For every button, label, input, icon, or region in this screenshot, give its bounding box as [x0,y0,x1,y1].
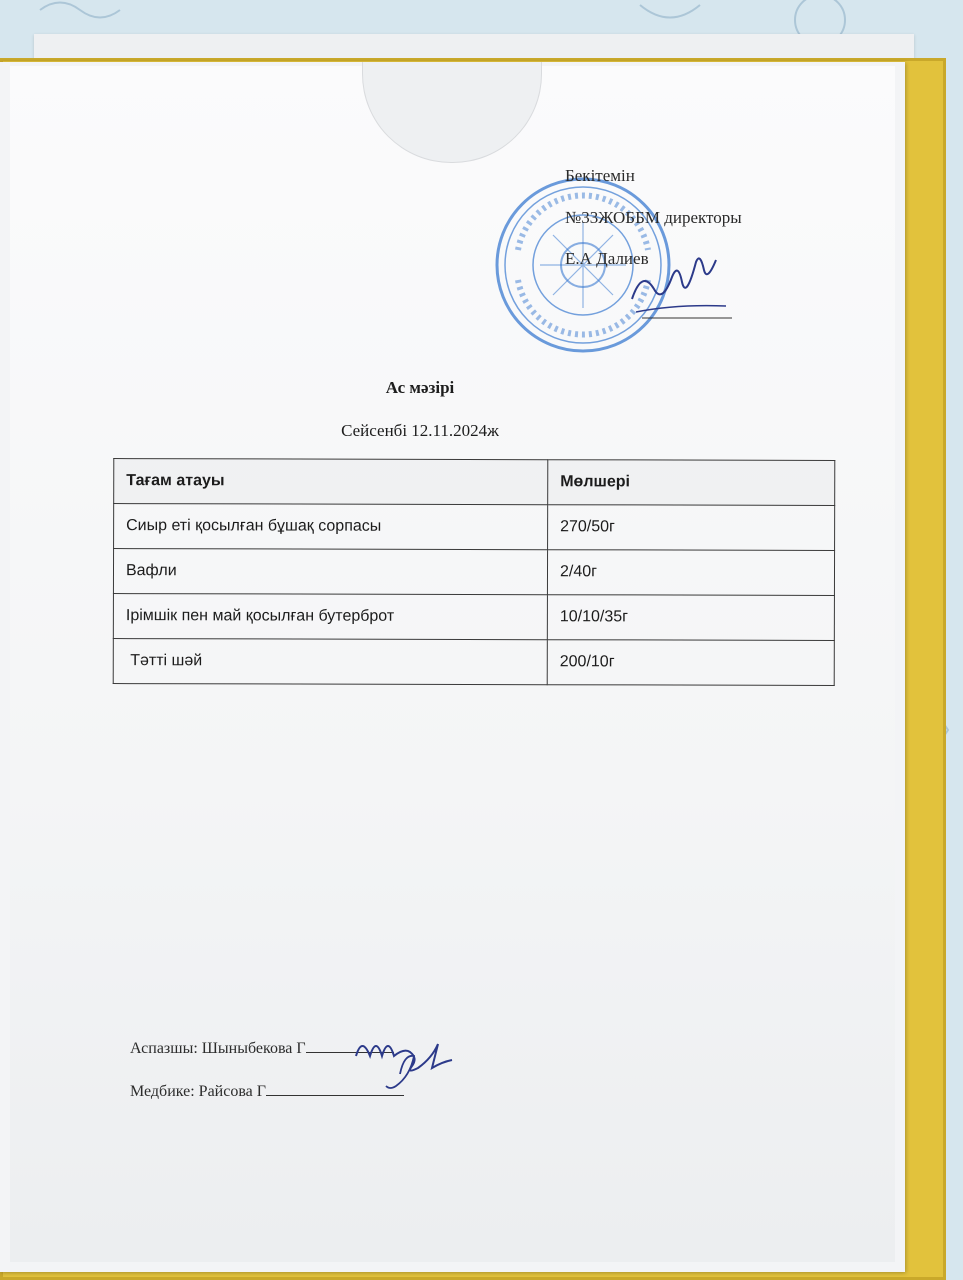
dish-name: Тәтті шәй [113,639,547,685]
table-row [113,549,834,596]
approval-name: Е.А Далиев [565,249,649,268]
nurse-label: Медбике: Райсова Г [130,1083,267,1100]
approval-position: №33ЖОББМ директоры [565,208,742,227]
cook-label: Аспазшы: Шыныбекова Г [130,1040,306,1057]
table-header-row [114,459,835,506]
table-row [114,504,835,551]
dish-amount: 2/40г [547,550,834,596]
header-dish-name: Тағам атауы [114,459,548,505]
menu-title: Ас мәзірі [385,378,455,397]
dish-amount: 200/10г [547,640,834,686]
menu-document [10,66,895,1262]
dish-name: Сиыр еті қосылған бұшақ сорпасы [114,504,548,550]
sleeve-notch [362,62,542,163]
approval-title: Бекітемін [565,166,635,185]
dish-name: Вафли [113,549,547,595]
menu-date: Сейсенбі 12.11.2024ж [341,421,499,440]
table-row [113,594,834,641]
director-signature-icon [622,254,742,324]
header-amount: Мөлшері [548,460,835,506]
table-row [113,639,834,686]
dish-amount: 270/50г [548,505,835,551]
dish-amount: 10/10/35г [547,595,834,641]
dish-name: Ірімшік пен май қосылған бутерброт [113,594,547,640]
document-sleeve [0,62,905,1272]
menu-table [113,458,836,686]
staff-signatures-icon [348,1024,478,1114]
